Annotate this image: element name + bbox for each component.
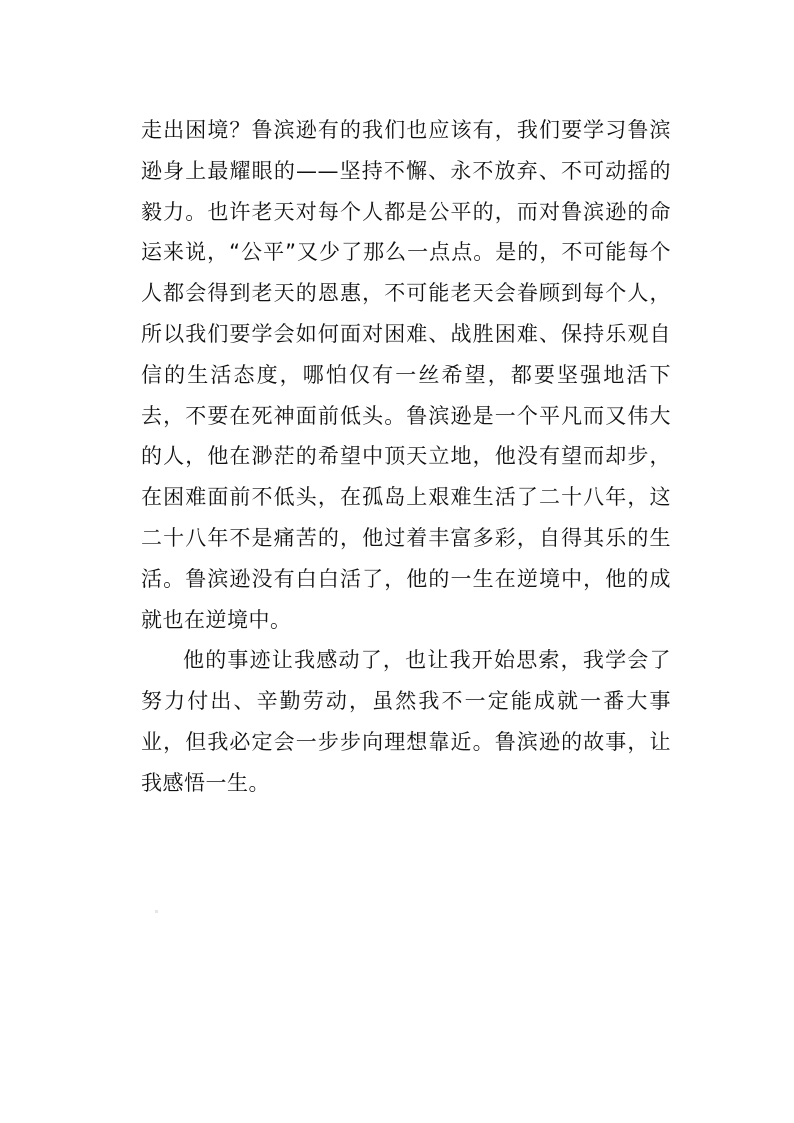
paragraph-2: 他的事迹让我感动了，也让我开始思索，我学会了努力付出、辛勤劳动，虽然我不一定能成就一番大事业，但我必定会一步步向理想靠近。鲁滨逊的故事，让我感悟一生。: [141, 648, 671, 795]
paragraph-1: 走出困境？鲁滨逊有的我们也应该有，我们要学习鲁滨逊身上最耀眼的——坚持不懈、永不放弃、不可动摇的毅力。也许老天对每个人都是公平的，而对鲁滨逊的命运来说，“公平”又少了那么一点点。是的，不可能每个人都会得到老天的恩惠，不可能老天会眷顾到每个人，所以我们要学会如何面对困难、战胜困难、保持乐观自信的生活态度，哪怕仅有一丝希望，都要坚强地活下去，不要在死神面前低头。鲁滨逊是一个平凡而又伟大的人，他在渺茫的希望中顶天立地，他没有望而却步，在困难面前不低头，在孤岛上艰难生活了二十八年，这二十八年不是痛苦的，他过着丰富多彩，自得其乐的生活。鲁滨逊没有白白活了，他的一生在逆境中，他的成就也在逆境中。: [141, 118, 671, 632]
document-body: [141, 110, 671, 804]
page-speck: [155, 910, 158, 913]
